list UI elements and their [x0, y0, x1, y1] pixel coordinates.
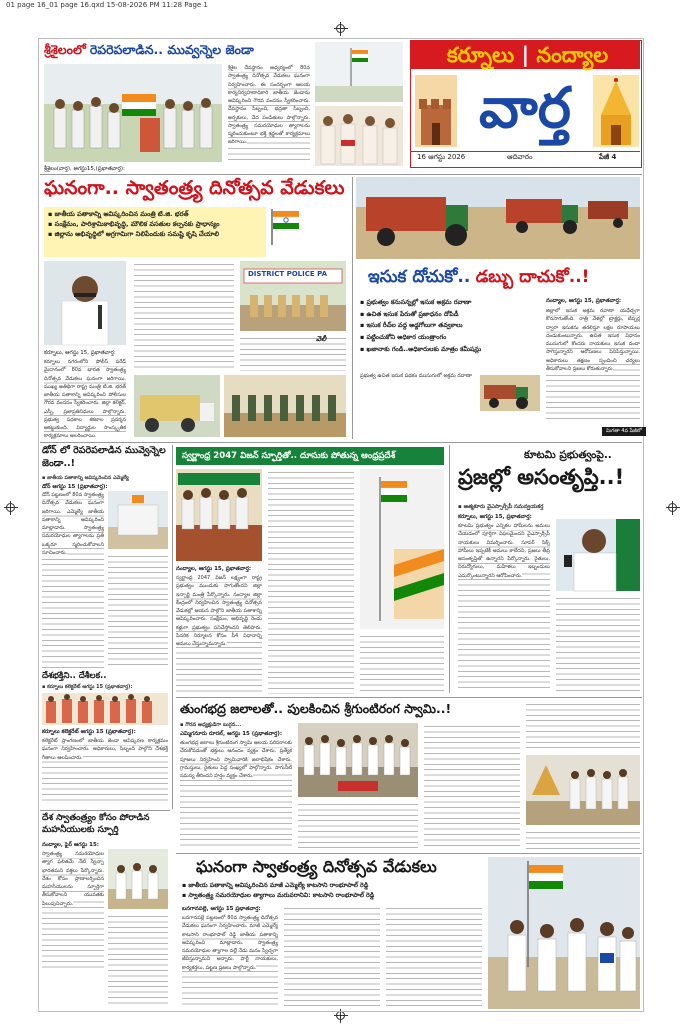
tungabhadra-body: తుంగభద్ర జలాలు శ్రీగుంటిరంగ స్వామి ఆలయ పరిసరాలకు చేరుకోవడంతో భక్తులు ఆనందం వ్యక్తం చేశారు. ప్రత్యేక పూజలు నిర్వహించి స్వామివారికి జలాభిషేకం చేశారు. గ్రామస్తులు, రైతులు పెద్ద సంఖ్యలో పాల్గొన్నారు. సాగునీటి సమస్య తీరిందని హర్షం వ్యక్తం చేశారు. — [180, 740, 292, 779]
vision-body-col3 — [360, 633, 444, 693]
tungabhadra-crowd-photo — [298, 723, 418, 797]
police-parade-photo — [240, 261, 346, 331]
masthead-fort-icon — [415, 75, 457, 147]
srisailam-body-col1 — [228, 64, 310, 164]
coalition-body: కూటమి ప్రభుత్వం ఎన్నికల హామీలను అమలు చేయడంలో పూర్తిగా విఫలమైందని వైఎస్సార్సీపీ నాయకులు విమర్శించారు. సూపర్ సిక్స్ హామీలు ఇప్పటికీ అమలు కాలేదని, ప్రజలు తీవ్ర అసంతృప్తితో ఉన్నారని పేర్కొన్నారు. రైతులు, నిరుద్యోగులు, మహిళలు ఇబ్బందులు ఎదుర్కొంటున్నారని ఆరోపించారు. — [458, 523, 550, 579]
bottom-flag-hoisting-photo — [488, 857, 640, 1009]
don-byline: డోన్ ఆగస్టు 15 (ప్రభాతవార్త): — [42, 484, 108, 490]
celebrations-bullets-box — [44, 207, 266, 257]
section-rule — [40, 810, 170, 811]
print-slug: 01 page 16_01 page 16.qxd 15-08-2026 PM 11:28 Page 1 — [6, 1, 208, 9]
mahanandi-story — [40, 813, 170, 1009]
masthead-title-left: కర్నూలు — [446, 43, 515, 67]
vision-body-col1 — [176, 574, 262, 694]
tungabhadra-body-col3 — [424, 723, 520, 849]
celebrations-headline: ఘనంగా.. స్వాతంత్ర్య దినోత్సవ వేడుకలు — [44, 177, 345, 199]
vision-body: స్వర్ణాంధ్ర 2047 విజన్ లక్ష్యంగా రాష్ట్ర ప్రభుత్వం ముందుకు సాగుతోందని జిల్లా ఇన్చార్జి మంత్రి పేర్కొన్నారు. నంద్యాల జిల్లా కేంద్రంలో నిర్వహించిన స్వాతంత్ర్య దినోత్సవ వేడుకల్లో ఆయన పాల్గొని జాతీయ పతాకాన్ని ఆవిష్కరించారు. సంక్షేమం, అభివృద్ధి రెండు కళ్లుగా ప్రభుత్వం పనిచేస్తోందని తెలిపారు. పేదరిక నిర్మూలన కోసం పీ4 విధానాన్ని అమలు చేస్తున్నామన్నారు. — [176, 575, 262, 647]
headline-red-part: శ్రీశైలంలో — [44, 42, 86, 57]
don-headline: డోన్ లో రెపరెపలాడిన మువ్వెన్నెల జెండా..! — [42, 445, 166, 469]
collectorate-byline: కర్నూలు కలెక్టరేట్ ఆగస్టు 15 (ప్రభాతవార్త): — [42, 729, 136, 735]
sand-bullet: ▪ ప్రభుత్వం కనుసన్నల్లో ఇసుక అక్రమ రవాణా — [360, 299, 472, 306]
masthead-title — [413, 42, 642, 68]
bottom-body-col1 — [182, 914, 278, 1009]
masthead — [410, 40, 642, 168]
collectorate-story — [40, 728, 170, 808]
bottom-bullet: ▪ స్వాతంత్ర్య సమరయోధుల త్యాగాలు మరువరానివి: కాటసాని రాంభూపాల్ రెడ్డి — [182, 891, 375, 899]
sand-byline: నంద్యాల, ఆగస్టు 15, ప్రభాతవార్త: — [546, 298, 622, 304]
celebrations-sign: వెలీ — [316, 335, 327, 343]
sand-body: జిల్లాలో ఇసుక అక్రమ రవాణా యథేచ్ఛగా కొనసాగుతోంది. రాత్రి వేళల్లో ట్రాక్టర్లు, టిప్పర్ల ద్వారా ఇసుకను తరలిస్తూ లక్షల రూపాయలు దండుకుంటున్నారు. ఉచిత ఇసుక విధానం ముసుగులో కొందరు నాయకులు ఇసుక దందా సాగిస్తున్నారని ఆరోపణలు వినిపిస్తున్నాయి. అధికారులు తక్షణం స్పందించి చర్యలు తీసుకోవాలని ప్రజలు కోరుతున్నారు. — [546, 308, 640, 372]
masthead-temple-icon — [593, 75, 639, 147]
collectorate-body-col — [42, 737, 168, 805]
tungabhadra-subhead: ▪ గౌరవ అధ్యక్షుడిగా బుగ్గన... — [180, 722, 242, 728]
celebrations-body-col2 — [134, 261, 234, 371]
sand-headline — [368, 267, 589, 291]
vision-story — [176, 445, 446, 695]
bottom-body-col2 — [284, 905, 380, 1009]
coalition-headline-small: కూటమి ప్రభుత్వంపై.. — [524, 449, 612, 461]
column-rule — [449, 445, 450, 693]
mahanandi-byline: నంద్యాల, ఫైర్ ఆగస్టు 15: — [42, 842, 100, 848]
registration-mark-top — [336, 24, 345, 33]
headline-blue-part: రెపరెపలాడిన.. మువ్వన్నెల జెండా — [89, 42, 254, 57]
vehicle-photo — [134, 375, 220, 437]
vision-stage-photo — [176, 469, 262, 561]
section-rule — [40, 174, 642, 175]
celebrations-body-col3 — [240, 335, 346, 371]
masthead-day: ఆదివారం — [507, 153, 533, 161]
tungabhadra-headline: తుంగభద్ర జలాలతో.. పులకించిన శ్రీగుంటిరంగ స్వామి..! — [180, 701, 452, 716]
srisailam-byline: శ్రీశైలం(వార్త), ఆగస్టు15,(ప్రభాతవార్త): — [44, 166, 125, 172]
srisailam-priests-photo — [315, 106, 403, 166]
masthead-title-separator: | — [521, 43, 530, 67]
registration-mark-right — [668, 503, 677, 512]
march-photo — [224, 375, 346, 437]
srisailam-body: శ్రీశైల దేవస్థానం ఆధ్వర్యంలో 80వ స్వాతంత్ర్య దినోత్సవ వేడుకలు ఘనంగా నిర్వహించారు. ఈ సందర్భంగా ఆలయ కార్యనిర్వహణాధికారి జాతీయ జెండాను ఆవిష్కరించి గౌరవ వందనం స్వీకరించారు. దేవస్థానం సిబ్బంది, భద్రతా సిబ్బంది, అర్చకులు, వేద పండితులు పాల్గొన్నారు. స్వాతంత్ర్య సమరయోధుల త్యాగాలను స్మరించుకుంటూ భక్తి శ్రద్ధలతో కార్యక్రమాలు జరిగాయి. — [228, 65, 310, 146]
srisailam-headline — [44, 42, 254, 61]
tungabhadra-body-col1 — [180, 739, 292, 849]
masthead-title-right: నంద్యాల — [536, 43, 609, 67]
don-body-col2 — [108, 553, 168, 669]
coalition-body-col1 — [458, 522, 550, 692]
tungabhadra-body-col2 — [298, 801, 418, 849]
bottom-story — [176, 855, 642, 1011]
sand-bullet: ▪ పట్టించుకోని అధికార యంత్రాంగం — [360, 333, 447, 341]
bottom-byline: బనగానపల్లె, ఆగస్టు 15 ప్రభాతవార్త: — [182, 906, 261, 912]
tungabhadra-temple-photo — [526, 755, 640, 825]
sand-story — [356, 177, 642, 439]
coalition-subhead: ▪ ఆత్మకూరు వైఎస్సార్సీపీ సమన్వయకర్త — [458, 504, 544, 510]
don-body-col1 — [42, 491, 104, 669]
don-subhead: ▪ జాతీయ పతాకాన్ని ఆవిష్కరించిన ఎమ్మెల్యే — [42, 475, 129, 481]
tungabhadra-body-col5 — [526, 829, 640, 849]
mahanandi-body-col1 — [42, 850, 104, 970]
masthead-page-label: పేజీ 4 — [599, 153, 617, 161]
registration-mark-left — [6, 503, 15, 512]
section-rule — [176, 853, 642, 854]
vision-body-col2 — [268, 469, 354, 694]
column-rule — [172, 445, 173, 809]
mahanandi-photo — [108, 849, 168, 909]
celebrations-story — [40, 177, 350, 439]
section-rule — [40, 442, 642, 443]
tungabhadra-body-col4 — [526, 701, 640, 751]
mahanandi-body-col2 — [108, 913, 168, 1005]
mahanandi-body: స్వాతంత్ర్య సమరయోధుల త్యాగ ఫలితమే నేటి స్వేచ్ఛా భారతమని వక్తలు పేర్కొన్నారు. దేశం కోసం ప్రాణాలర్పించిన మహనీయులను స్ఫూర్తిగా తీసుకోవాలని యువతకు పిలుపునిచ్చారు. — [42, 851, 104, 907]
coalition-story — [452, 445, 642, 693]
masthead-divider — [411, 151, 640, 152]
celebrations-bullet: ▪ సంక్షేమం, పారిశ్రామికాభివృద్ధి, మౌలిక వసతుల కల్పనకు ప్రాధాన్యం — [48, 220, 220, 229]
don-photo — [108, 491, 168, 549]
celebrations-bullet: ▪ జిల్లాను అభివృద్ధిలో అగ్రగామిగా నిలిపేందుకు సమష్టి కృషి చేయాలి — [48, 230, 220, 239]
don-story — [40, 445, 170, 725]
srisailam-flag-photo — [315, 42, 403, 102]
vision-headline: స్వర్ణాంధ్ర 2047 విజన్ స్ఫూర్తితో.. దూసుకు పోతున్న ఆంధ్రప్రదేశ్ — [176, 447, 444, 465]
celebrations-bullet: ▪ జాతీయ పతాకాన్ని ఆవిష్కరించిన మంత్రి టి.జి. భరత్ — [48, 210, 189, 218]
bottom-bullets — [182, 881, 482, 901]
sand-tractor-photo — [480, 375, 540, 411]
sand-body-col — [546, 307, 640, 421]
sand-caption: ప్రభుత్వ ఉచిత ఇసుక పథకం ముసుగులో అక్రమ రవాణా — [360, 373, 472, 379]
vision-byline: నంద్యాల, ఆగస్టు 15, ప్రభాతవార్త: — [176, 566, 252, 572]
don-body: డోన్ పట్టణంలో 80వ స్వాతంత్ర్య దినోత్సవ వేడుకలు ఘనంగా జరిగాయి. ఎమ్మెల్యే జాతీయ పతాకాన్ని ఆవిష్కరించి మాట్లాడారు. స్వాతంత్ర్య సమరయోధుల త్యాగాలను ప్రతి ఒక్కరూ స్మరించుకోవాలని సూచించారు. — [42, 492, 104, 556]
srisailam-photo — [44, 64, 222, 162]
sand-bullet: ▪ ఉచిత ఇసుక పేరుతో ప్రజాధనం దోపిడీ — [360, 310, 459, 318]
column-rule — [352, 177, 353, 439]
srisailam-story — [40, 40, 405, 172]
tungabhadra-byline: ఎమ్మిగనూరు రూరల్, ఆగస్టు 15 (ప్రభాతవార్త): — [180, 731, 283, 737]
collectorate-body: కలెక్టరేట్ ప్రాంగణంలో జాతీయ జెండా ఆవిష్కరణ కార్యక్రమం ఘనంగా నిర్వహించారు. అధికారులు, సిబ్బంది పాల్గొని దేశభక్తి గీతాలు ఆలపించారు. — [42, 738, 168, 761]
bottom-headline: ఘనంగా స్వాతంత్ర్య దినోత్సవ వేడుకలు — [196, 857, 437, 876]
don-byline2-tag: ▪ కర్నూలు కలెక్టరేట్ ఆగస్టు 15 (ప్రభాతవార్త): — [42, 684, 133, 690]
don-subhead2: దేశభక్తిని.. దేశీలక.. — [42, 671, 107, 681]
sand-continued-tag: మిగతా 4వ పేజీలో — [602, 427, 646, 436]
sand-headline-red: డబ్బు దాచుకో..! — [475, 267, 590, 287]
sand-bullet: ▪ ఇసుక రీచ్‌ల వద్ద అడ్డగోలుగా తవ్వకాలు — [360, 322, 463, 330]
bottom-body-col3 — [386, 905, 482, 1009]
celebrations-bullet-list — [44, 207, 266, 241]
registration-mark-bottom — [336, 1011, 345, 1020]
masthead-logo: వార్త — [479, 76, 571, 141]
sand-bullets — [360, 297, 542, 355]
mahanandi-headline: దేశ స్వాతంత్ర్యం కోసం పోరాడిన మహనీయులకు స్ఫూర్తి — [42, 813, 150, 835]
police-board-text: DISTRICT POLICE PA — [248, 270, 327, 278]
minister-photo — [44, 261, 126, 345]
coalition-body-col2 — [556, 595, 640, 692]
celebrations-body: కర్నూలు నగరంలోని పోలీస్ పరేడ్ మైదానంలో 80వ భారత స్వాతంత్ర్య దినోత్సవ వేడుకలు ఘనంగా జరిగాయి. ముఖ్య అతిథిగా రాష్ట్ర మంత్రి టి.జి. భరత్ జాతీయ పతాకాన్ని ఆవిష్కరించి పోలీసుల గౌరవ వందనం స్వీకరించారు. జిల్లా కలెక్టర్, ఎస్పీ, ప్రజాప్రతినిధులు పాల్గొన్నారు. ప్రభుత్వ పథకాల శకటాల ప్రదర్శన ఆకట్టుకుంది. విద్యార్థుల సాంస్కృతిక కార్యక్రమాలు అలరించాయి. — [44, 359, 126, 440]
bottom-bullet: ▪ జాతీయ పతాకాన్ని ఆవిష్కరించిన మాజీ ఎమ్మెల్యే కాటసాని రాంభూపాల్ రెడ్డి — [182, 882, 369, 889]
masthead-date: 16 ఆగస్టు 2026 — [417, 153, 466, 161]
celebrations-flag-icon — [266, 207, 306, 245]
sand-headline-blue: ఇసుక దోచుకో.. — [368, 267, 471, 287]
tungabhadra-story — [176, 699, 642, 851]
coalition-byline: కర్నూలు, ఆగస్టు 15, ప్రభాతవార్త: — [458, 514, 532, 520]
celebrations-body-col1 — [44, 358, 126, 440]
sand-trucks-photo — [356, 177, 640, 259]
coalition-speaker-photo — [556, 519, 640, 591]
sand-bullet: ▪ ఖజానాకు గండి..అధికారులకు మాత్రం కమీషన్లు — [360, 345, 482, 353]
vision-flag-photo — [360, 469, 444, 629]
collectorate-photo — [42, 693, 168, 725]
coalition-headline-big: ప్రజల్లో అసంతృప్తి..! — [458, 465, 625, 489]
bottom-body: బనగానపల్లె పట్టణంలో 80వ స్వాతంత్ర్య దినోత్సవ వేడుకలు ఘనంగా నిర్వహించారు. మాజీ ఎమ్మెల్యే కాటసాని రాంభూపాల్ రెడ్డి జాతీయ పతాకాన్ని ఆవిష్కరించి మాట్లాడారు. స్వాతంత్ర్య సమరయోధుల త్యాగాల వల్లే నేడు మనం స్వేచ్ఛగా జీవిస్తున్నామని అన్నారు. పార్టీ నాయకులు, కార్యకర్తలు, పట్టణ ప్రజలు పాల్గొన్నారు. — [182, 915, 278, 971]
section-rule — [176, 697, 642, 698]
celebrations-byline: కర్నూలు, ఆగస్టు 15, ప్రభాతవార్త: — [44, 350, 116, 356]
